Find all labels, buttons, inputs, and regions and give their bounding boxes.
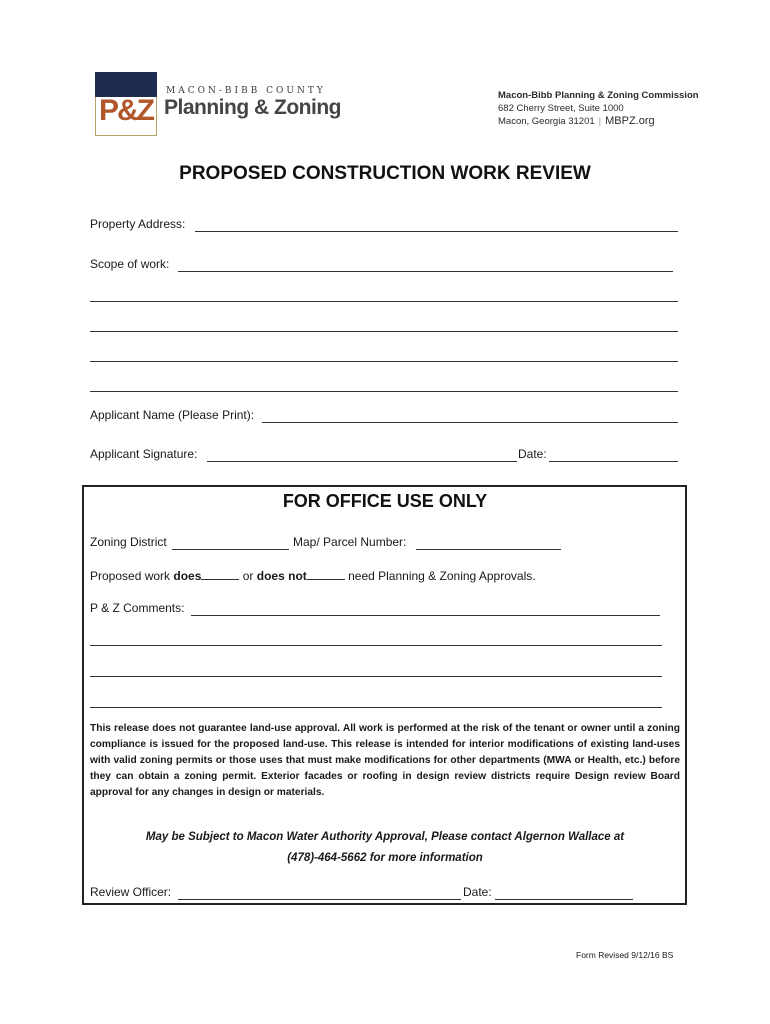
form-revision: Form Revised 9/12/16 BS <box>576 950 674 960</box>
applicant-date-label: Date: <box>518 447 547 461</box>
approval-row <box>90 568 536 583</box>
review-date-field[interactable] <box>495 899 633 900</box>
comments-label: P & Z Comments: <box>90 601 185 615</box>
approval-suffix: need Planning & Zoning Approvals. <box>348 569 536 583</box>
applicant-date-field[interactable] <box>549 461 678 462</box>
disclaimer-text: This release does not guarantee land-use approval. All work is performed at the risk of the tenant or owner until a zoning compliance is issued for the proposed land-use. This release is intended for interior modifications of existing land-uses with valid zoning permits or those uses that must make modifications for other departments (MWA or Health, etc.) before they can obtain a zoning permit. Exterior facades or roofing in design review districts require Design review Board approval for any changes in design or materials. <box>90 723 680 798</box>
property-address-row <box>90 217 185 231</box>
mwa-notice-line-2: (478)-464-5662 for more information <box>287 852 483 864</box>
applicant-signature-label: Applicant Signature: <box>90 447 198 461</box>
comments-field-line-3[interactable] <box>90 676 662 677</box>
map-parcel-row <box>293 535 406 549</box>
map-parcel-label: Map/ Parcel Number: <box>293 535 407 549</box>
property-address-field[interactable] <box>195 231 678 232</box>
zoning-district-field[interactable] <box>172 549 289 550</box>
website-link[interactable]: MBPZ.org <box>605 115 655 127</box>
approval-does-not: does not <box>256 569 307 583</box>
review-officer-field[interactable] <box>178 899 461 900</box>
comments-field-line-2[interactable] <box>90 645 662 646</box>
applicant-name-label: Applicant Name (Please Print): <box>90 408 255 422</box>
department-name: Planning & Zoning <box>164 96 341 119</box>
office-use-title: FOR OFFICE USE ONLY <box>282 491 488 511</box>
comments-field-line-4[interactable] <box>90 707 662 708</box>
applicant-signature-field[interactable] <box>207 461 517 462</box>
scope-field-line-2[interactable] <box>90 301 678 302</box>
commission-name: Macon-Bibb Planning & Zoning Commission <box>498 90 699 101</box>
zoning-district-row <box>90 535 167 549</box>
zoning-district-label: Zoning District <box>90 535 167 549</box>
logo-letters: P&Z <box>99 94 153 127</box>
pz-logo <box>95 72 157 136</box>
scope-row <box>90 257 169 271</box>
review-officer-row <box>90 885 171 899</box>
comments-row <box>90 601 184 615</box>
mwa-notice-line-1: May be Subject to Macon Water Authority Approval, Please contact Algernon Wallace at <box>145 831 625 843</box>
does-not-blank[interactable] <box>307 568 345 580</box>
scope-field-line-4[interactable] <box>90 361 678 362</box>
review-officer-label: Review Officer: <box>90 885 172 899</box>
approval-prefix: Proposed work <box>90 569 171 583</box>
address-line-1: 682 Cherry Street, Suite 1000 <box>498 102 624 114</box>
commission-address <box>498 90 699 129</box>
applicant-name-row <box>90 408 254 422</box>
applicant-name-field[interactable] <box>262 422 678 423</box>
scope-label: Scope of work: <box>90 257 170 271</box>
scope-field-line-1[interactable] <box>178 271 673 272</box>
applicant-signature-row <box>90 447 197 461</box>
address-line-2-row: Macon, Georgia 31201 | MBPZ.org <box>498 115 655 127</box>
review-date-row <box>463 885 492 899</box>
map-parcel-field[interactable] <box>416 549 561 550</box>
address-line-2: Macon, Georgia 31201 <box>498 116 595 127</box>
comments-field-line-1[interactable] <box>191 615 660 616</box>
scope-field-line-5[interactable] <box>90 391 678 392</box>
does-blank[interactable] <box>201 568 239 580</box>
approval-or: or <box>242 569 254 583</box>
form-title: PROPOSED CONSTRUCTION WORK REVIEW <box>179 163 591 184</box>
applicant-date-row <box>518 447 547 461</box>
county-name: MACON-BIBB COUNTY <box>166 86 326 96</box>
review-date-label: Date: <box>463 885 492 899</box>
scope-field-line-3[interactable] <box>90 331 678 332</box>
property-address-label: Property Address: <box>90 217 186 231</box>
approval-does: does <box>173 569 202 583</box>
